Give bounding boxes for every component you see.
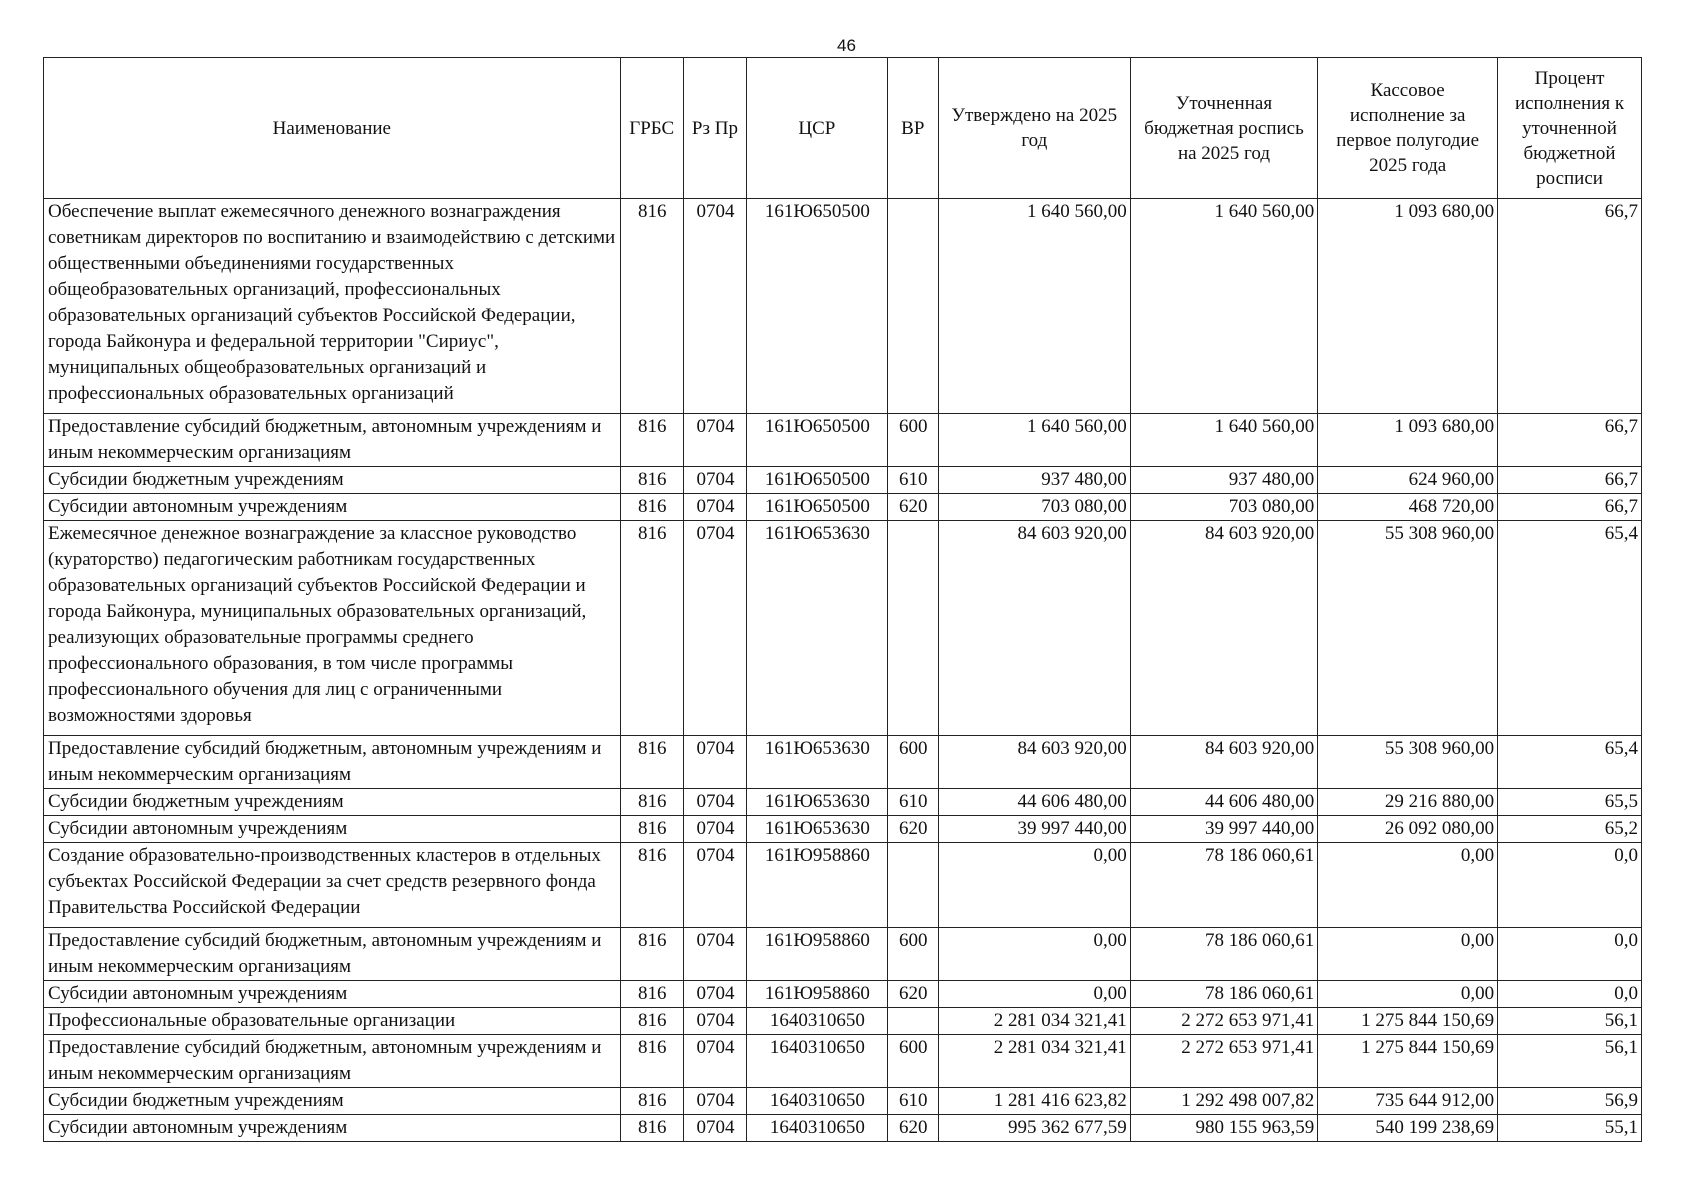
cell-rzpr: 0704 [683,789,746,816]
table-row [44,928,1642,981]
table-body [44,199,1642,1142]
cell-grbs: 816 [620,494,683,521]
cell-approved: 995 362 677,59 [938,1115,1130,1142]
header-approved: Утверждено на 2025 год [938,58,1130,199]
cell-name: Предоставление субсидий бюджетным, автономным учреждениям и иным некоммерческим организациям [44,414,621,467]
cell-approved: 703 080,00 [938,494,1130,521]
cell-vr [887,521,938,736]
cell-rzpr: 0704 [683,736,746,789]
cell-grbs: 816 [620,1115,683,1142]
cell-cash: 26 092 080,00 [1318,816,1498,843]
cell-grbs: 816 [620,736,683,789]
cell-csr: 161Ю653630 [747,521,888,736]
cell-csr: 161Ю650500 [747,414,888,467]
table-row [44,789,1642,816]
cell-vr: 600 [887,414,938,467]
cell-grbs: 816 [620,467,683,494]
cell-vr: 600 [887,928,938,981]
cell-cash: 55 308 960,00 [1318,521,1498,736]
cell-name: Предоставление субсидий бюджетным, автономным учреждениям и иным некоммерческим организациям [44,1035,621,1088]
cell-rzpr: 0704 [683,843,746,928]
cell-vr [887,843,938,928]
cell-vr: 620 [887,1115,938,1142]
cell-name: Профессиональные образовательные организации [44,1008,621,1035]
cell-cash: 1 093 680,00 [1318,414,1498,467]
cell-percent: 66,7 [1498,467,1642,494]
cell-refined: 78 186 060,61 [1130,981,1317,1008]
cell-grbs: 816 [620,1088,683,1115]
header-rzpr: Рз Пр [683,58,746,199]
cell-grbs: 816 [620,789,683,816]
cell-approved: 0,00 [938,843,1130,928]
cell-csr: 161Ю958860 [747,981,888,1008]
cell-refined: 2 272 653 971,41 [1130,1008,1317,1035]
cell-cash: 0,00 [1318,843,1498,928]
cell-name: Ежемесячное денежное вознаграждение за классное руководство (кураторство) педагогическим работникам государственных образовательных организаций субъектов Российской Федерации и города Байконура, муниципальных образовательных организаций, реализующих образовательные программы среднего профессионального образования, в том числе программы профессионального обучения для лиц с ограниченными возможностями здоровья [44,521,621,736]
cell-approved: 84 603 920,00 [938,521,1130,736]
cell-vr: 620 [887,816,938,843]
cell-name: Субсидии автономным учреждениям [44,981,621,1008]
cell-name: Субсидии автономным учреждениям [44,816,621,843]
cell-cash: 540 199 238,69 [1318,1115,1498,1142]
cell-csr: 161Ю653630 [747,789,888,816]
cell-grbs: 816 [620,199,683,414]
header-refined: Уточненная бюджетная роспись на 2025 год [1130,58,1317,199]
cell-approved: 2 281 034 321,41 [938,1035,1130,1088]
cell-vr: 600 [887,1035,938,1088]
cell-name: Субсидии автономным учреждениям [44,1115,621,1142]
cell-vr [887,199,938,414]
table-row [44,1035,1642,1088]
cell-approved: 937 480,00 [938,467,1130,494]
cell-grbs: 816 [620,521,683,736]
cell-name: Создание образовательно-производственных кластеров в отдельных субъектах Российской Федерации за счет средств резервного фонда Правительства Российской Федерации [44,843,621,928]
cell-approved: 0,00 [938,928,1130,981]
cell-percent: 56,1 [1498,1008,1642,1035]
cell-percent: 55,1 [1498,1115,1642,1142]
cell-grbs: 816 [620,928,683,981]
cell-approved: 1 640 560,00 [938,414,1130,467]
cell-vr: 620 [887,494,938,521]
cell-vr: 620 [887,981,938,1008]
cell-refined: 1 292 498 007,82 [1130,1088,1317,1115]
cell-refined: 39 997 440,00 [1130,816,1317,843]
cell-refined: 937 480,00 [1130,467,1317,494]
cell-rzpr: 0704 [683,1035,746,1088]
cell-approved: 84 603 920,00 [938,736,1130,789]
cell-percent: 65,4 [1498,736,1642,789]
cell-percent: 65,2 [1498,816,1642,843]
cell-vr: 600 [887,736,938,789]
table-row [44,843,1642,928]
cell-csr: 161Ю650500 [747,467,888,494]
cell-rzpr: 0704 [683,1115,746,1142]
table-row [44,521,1642,736]
cell-refined: 44 606 480,00 [1130,789,1317,816]
cell-refined: 2 272 653 971,41 [1130,1035,1317,1088]
cell-percent: 0,0 [1498,843,1642,928]
cell-refined: 1 640 560,00 [1130,414,1317,467]
table-row [44,494,1642,521]
cell-refined: 78 186 060,61 [1130,928,1317,981]
cell-approved: 1 281 416 623,82 [938,1088,1130,1115]
cell-cash: 1 275 844 150,69 [1318,1035,1498,1088]
cell-approved: 39 997 440,00 [938,816,1130,843]
cell-csr: 1640310650 [747,1115,888,1142]
cell-grbs: 816 [620,414,683,467]
cell-name: Обеспечение выплат ежемесячного денежного вознаграждения советникам директоров по воспитанию и взаимодействию с детскими общественными объединениями государственных общеобразовательных организаций, профессиональных образовательных организаций субъектов Российской Федерации, города Байконура и федеральной территории "Сириус", муниципальных общеобразовательных организаций и профессиональных образовательных организаций [44,199,621,414]
cell-rzpr: 0704 [683,521,746,736]
cell-approved: 1 640 560,00 [938,199,1130,414]
cell-csr: 161Ю650500 [747,494,888,521]
header-percent: Процент исполнения к уточненной бюджетной росписи [1498,58,1642,199]
cell-cash: 29 216 880,00 [1318,789,1498,816]
cell-refined: 84 603 920,00 [1130,736,1317,789]
cell-vr [887,1008,938,1035]
cell-name: Субсидии бюджетным учреждениям [44,467,621,494]
cell-grbs: 816 [620,1008,683,1035]
cell-rzpr: 0704 [683,981,746,1008]
cell-rzpr: 0704 [683,1088,746,1115]
cell-cash: 468 720,00 [1318,494,1498,521]
cell-name: Субсидии бюджетным учреждениям [44,789,621,816]
cell-name: Предоставление субсидий бюджетным, автономным учреждениям и иным некоммерческим организациям [44,928,621,981]
budget-table [43,57,1642,1142]
table-row [44,981,1642,1008]
page-number: 46 [837,36,856,55]
cell-csr: 161Ю650500 [747,199,888,414]
cell-cash: 0,00 [1318,981,1498,1008]
cell-percent: 56,1 [1498,1035,1642,1088]
cell-rzpr: 0704 [683,414,746,467]
cell-csr: 161Ю958860 [747,928,888,981]
cell-refined: 84 603 920,00 [1130,521,1317,736]
cell-csr: 1640310650 [747,1008,888,1035]
cell-percent: 66,7 [1498,414,1642,467]
header-csr: ЦСР [747,58,888,199]
cell-percent: 0,0 [1498,928,1642,981]
cell-grbs: 816 [620,816,683,843]
cell-percent: 65,4 [1498,521,1642,736]
cell-vr: 610 [887,467,938,494]
cell-cash: 0,00 [1318,928,1498,981]
cell-cash: 1 275 844 150,69 [1318,1008,1498,1035]
cell-vr: 610 [887,789,938,816]
cell-rzpr: 0704 [683,494,746,521]
table-row [44,467,1642,494]
cell-percent: 0,0 [1498,981,1642,1008]
header-grbs: ГРБС [620,58,683,199]
table-row [44,1088,1642,1115]
header-vr: ВР [887,58,938,199]
cell-cash: 624 960,00 [1318,467,1498,494]
header-name: Наименование [44,58,621,199]
cell-rzpr: 0704 [683,816,746,843]
cell-csr: 161Ю653630 [747,816,888,843]
cell-approved: 0,00 [938,981,1130,1008]
header-cash: Кассовое исполнение за первое полугодие 2025 года [1318,58,1498,199]
table-header [44,58,1642,199]
cell-name: Субсидии автономным учреждениям [44,494,621,521]
cell-approved: 44 606 480,00 [938,789,1130,816]
cell-csr: 161Ю653630 [747,736,888,789]
cell-grbs: 816 [620,981,683,1008]
cell-vr: 610 [887,1088,938,1115]
table-row [44,736,1642,789]
cell-percent: 66,7 [1498,199,1642,414]
cell-approved: 2 281 034 321,41 [938,1008,1130,1035]
cell-refined: 1 640 560,00 [1130,199,1317,414]
table-row [44,816,1642,843]
table-row [44,1008,1642,1035]
cell-refined: 980 155 963,59 [1130,1115,1317,1142]
cell-percent: 66,7 [1498,494,1642,521]
cell-cash: 1 093 680,00 [1318,199,1498,414]
cell-grbs: 816 [620,843,683,928]
cell-rzpr: 0704 [683,467,746,494]
cell-name: Субсидии бюджетным учреждениям [44,1088,621,1115]
cell-csr: 1640310650 [747,1088,888,1115]
cell-rzpr: 0704 [683,928,746,981]
table-row [44,414,1642,467]
cell-rzpr: 0704 [683,199,746,414]
cell-cash: 55 308 960,00 [1318,736,1498,789]
cell-grbs: 816 [620,1035,683,1088]
cell-percent: 56,9 [1498,1088,1642,1115]
cell-refined: 78 186 060,61 [1130,843,1317,928]
cell-rzpr: 0704 [683,1008,746,1035]
table-row [44,1115,1642,1142]
cell-refined: 703 080,00 [1130,494,1317,521]
cell-percent: 65,5 [1498,789,1642,816]
cell-csr: 161Ю958860 [747,843,888,928]
cell-name: Предоставление субсидий бюджетным, автономным учреждениям и иным некоммерческим организациям [44,736,621,789]
cell-csr: 1640310650 [747,1035,888,1088]
table-row [44,199,1642,414]
cell-cash: 735 644 912,00 [1318,1088,1498,1115]
